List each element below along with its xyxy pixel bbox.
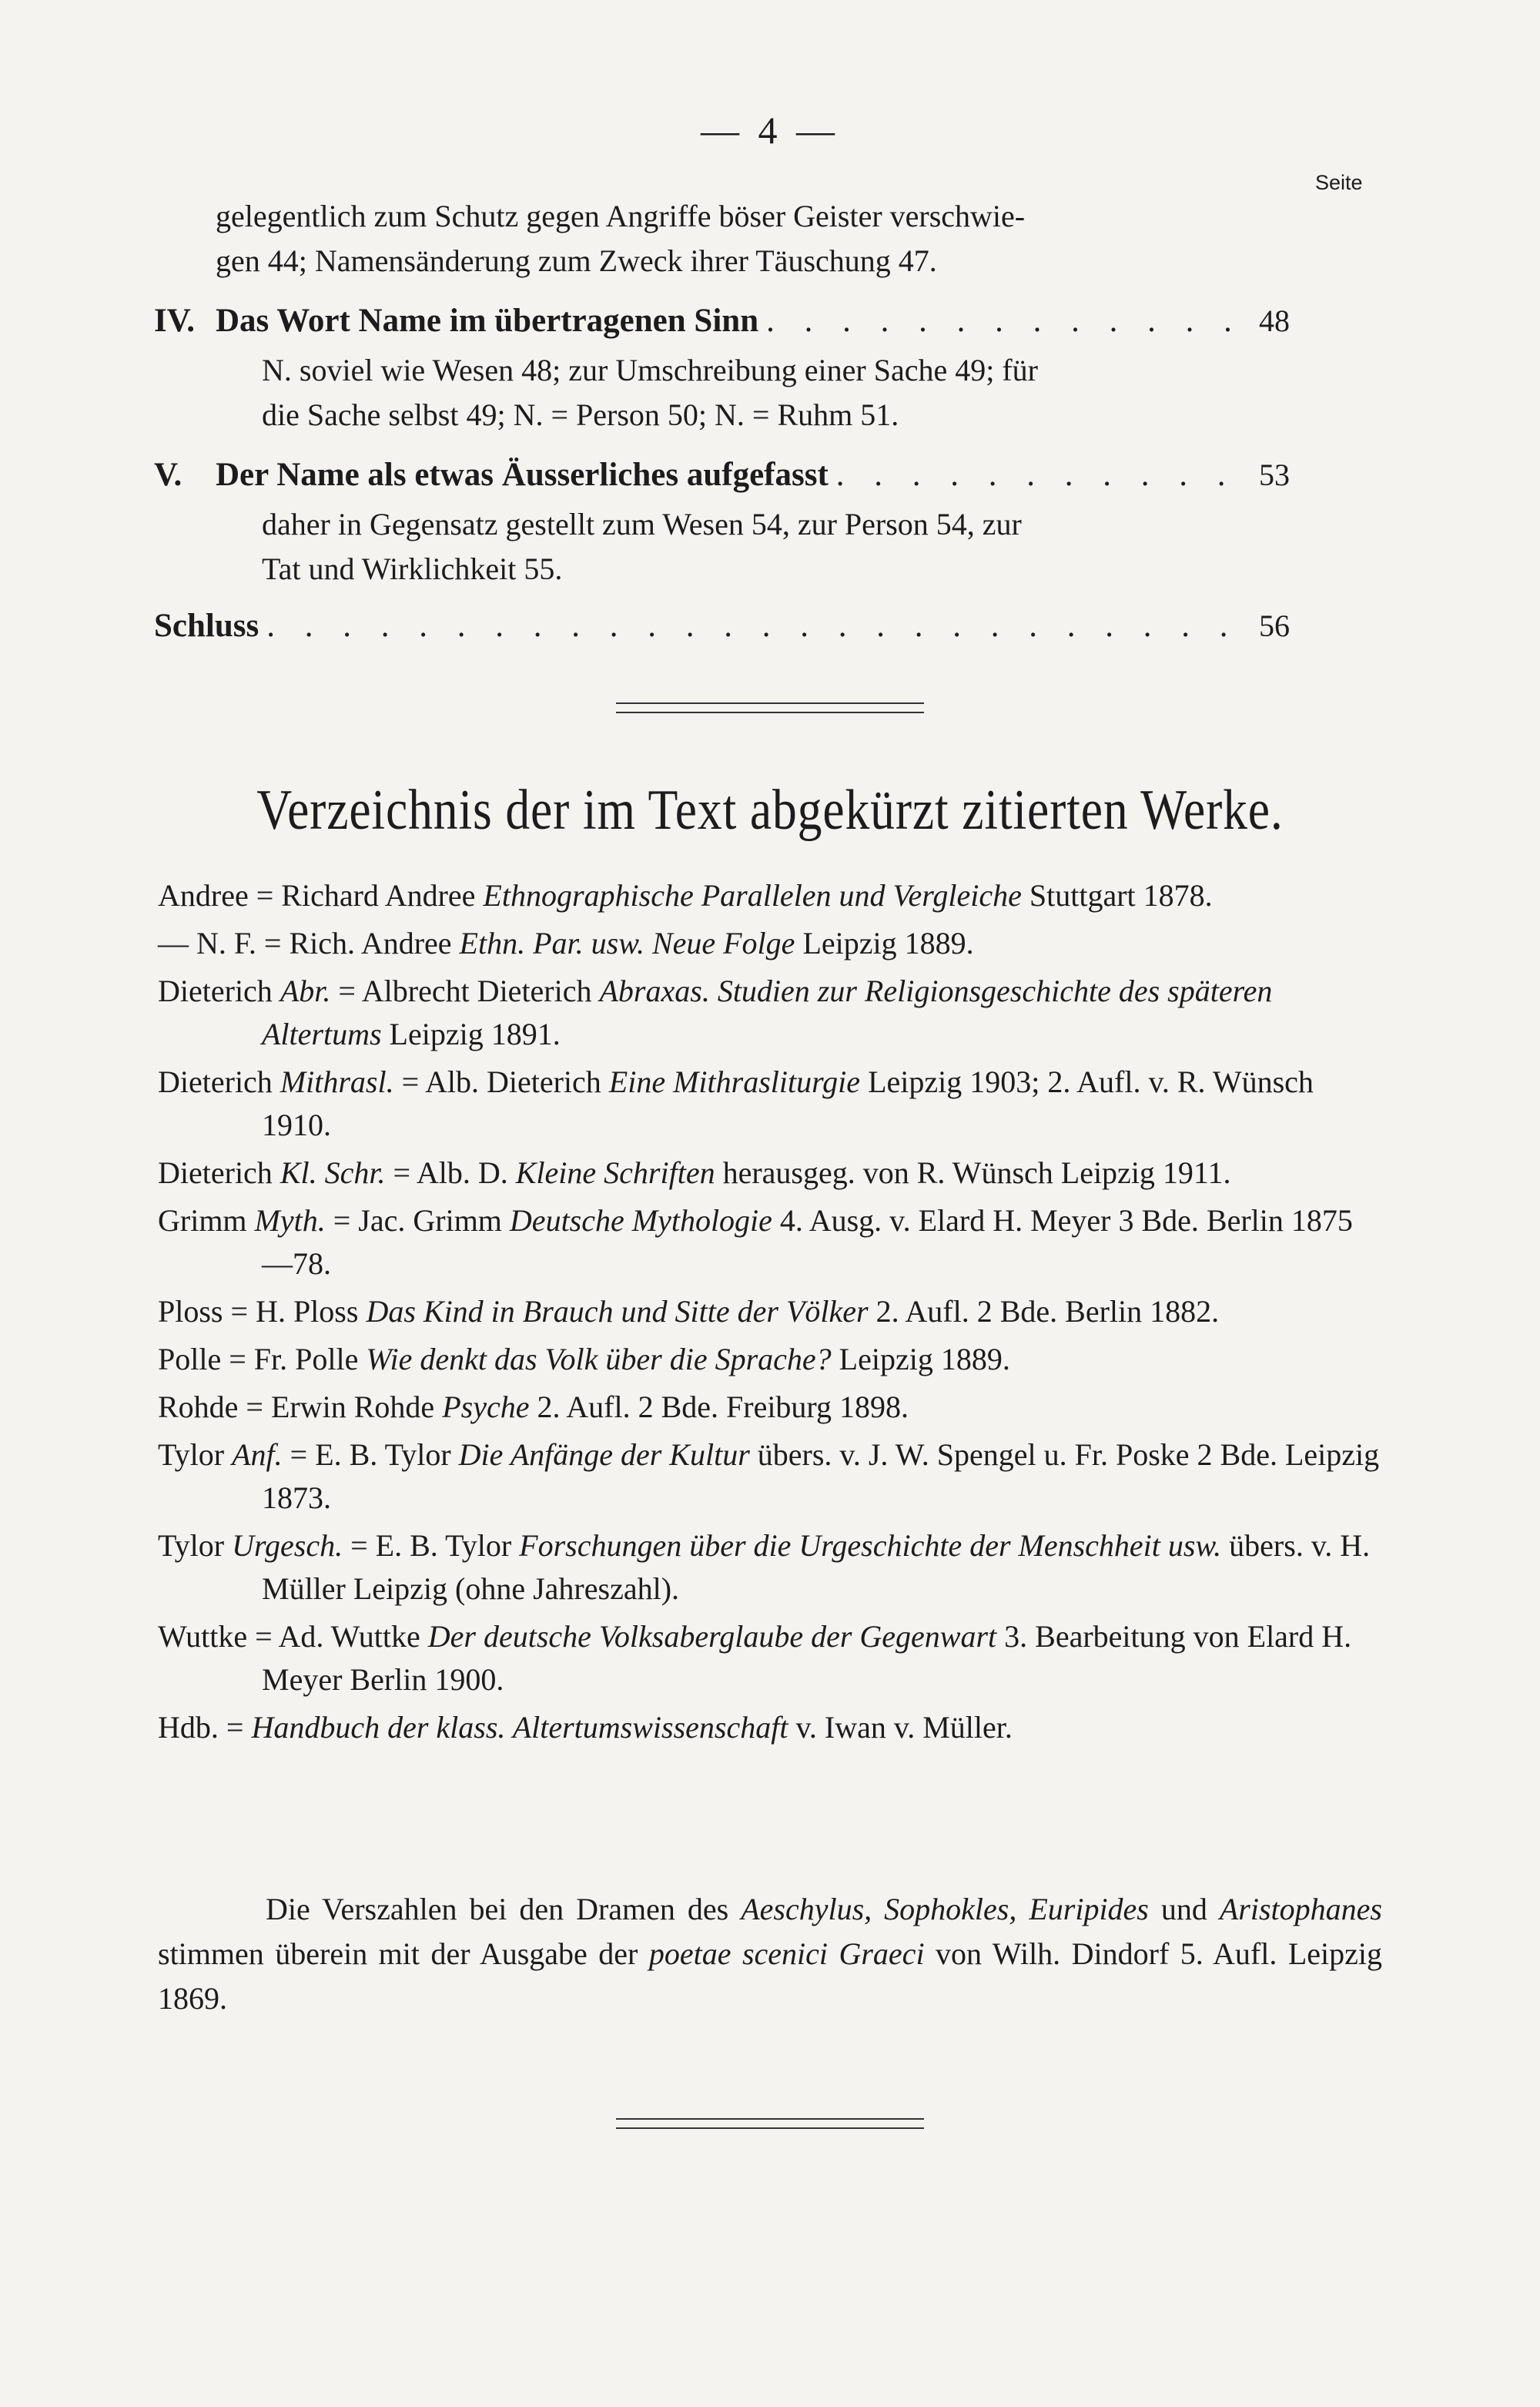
bibliography-entry: Dieterich Kl. Schr. = Alb. D. Kleine Schriften herausgeg. von R. Wünsch Leipzig 1911. [158, 1155, 1231, 1190]
toc-continued-line: gen 44; Namensänderung zum Zweck ihrer Täuschung 47. [216, 243, 937, 278]
leader-dots [266, 599, 1251, 653]
leader-dots [766, 294, 1251, 348]
seite-column-label: Seite [1315, 171, 1363, 194]
toc-section-4 [154, 294, 1290, 348]
bibliography-entry: Ploss = H. Ploss Das Kind in Brauch und Sitte der Völker 2. Aufl. 2 Bde. Berlin 1882. [158, 1294, 1220, 1329]
section-number: IV. [154, 303, 195, 339]
bibliography-entry: Dieterich Abr. = Albrecht Dieterich Abraxas. Studien zur Religionsgeschichte des späteren Altertums Leipzig 1891. [158, 974, 1273, 1051]
section-page: 53 [1259, 458, 1290, 492]
section-title: Schluss [154, 608, 259, 644]
bibliography-list [158, 874, 1382, 1754]
bibliography-entry: Grimm Myth. = Jac. Grimm Deutsche Mythologie 4. Ausg. v. Elard H. Meyer 3 Bde. Berlin 1875—78. [158, 1203, 1353, 1281]
edition-note: Die Verszahlen bei den Dramen des Aeschylus, Sophokles, Euripides und Aristophanes stimmen überein mit der Ausgabe der poetae scenici Graeci von Wilh. Dindorf 5. Aufl. Leipzig 1869. [158, 1892, 1383, 2016]
leader-dots [836, 448, 1251, 502]
section-title: Das Wort Name im übertragenen Sinn [216, 303, 759, 339]
table-of-contents [154, 194, 1290, 653]
section-summary: N. soviel wie Wesen 48; zur Umschreibung einer Sache 49; für [262, 353, 1038, 387]
section-page: 48 [1259, 303, 1290, 338]
bibliography-entry: Rohde = Erwin Rohde Psyche 2. Aufl. 2 Bde. Freiburg 1898. [158, 1390, 909, 1424]
toc-section-schluss [154, 599, 1290, 653]
bibliography-entry: Hdb. = Handbuch der klass. Altertumswissenschaft v. Iwan v. Müller. [158, 1710, 1013, 1745]
bibliography-entry: Polle = Fr. Polle Wie denkt das Volk über die Sprache? Leipzig 1889. [158, 1342, 1010, 1376]
section-summary: die Sache selbst 49; N. = Person 50; N. = Ruhm 51. [262, 397, 899, 432]
bibliography-entry: Dieterich Mithrasl. = Alb. Dieterich Eine Mithrasliturgie Leipzig 1903; 2. Aufl. v. R. Wünsch 1910. [158, 1064, 1314, 1142]
bibliography-entry: — N. F. = Rich. Andree Ethn. Par. usw. Neue Folge Leipzig 1889. [158, 926, 974, 960]
divider-double-rule [616, 702, 924, 713]
toc-continued-line: gelegentlich zum Schutz gegen Angriffe böser Geister verschwie- [216, 199, 1026, 233]
bibliography-entry: Wuttke = Ad. Wuttke Der deutsche Volksaberglaube der Gegenwart 3. Bearbeitung von Elard H. Meyer Berlin 1900. [158, 1619, 1352, 1697]
bibliography-entry: Tylor Anf. = E. B. Tylor Die Anfänge der Kultur übers. v. J. W. Spengel u. Fr. Poske 2 Bde. Leipzig 1873. [158, 1437, 1380, 1515]
section-summary: daher in Gegensatz gestellt zum Wesen 54, zur Person 54, zur [262, 507, 1022, 541]
divider-double-rule-bottom [616, 2118, 924, 2129]
bibliography-heading: Verzeichnis der im Text abgekürzt zitierten Werke. [256, 779, 1284, 842]
bibliography-entry: Andree = Richard Andree Ethnographische Parallelen und Vergleiche Stuttgart 1878. [158, 878, 1213, 913]
section-title: Der Name als etwas Äusserliches aufgefasst [216, 457, 829, 493]
bibliography-entry: Tylor Urgesch. = E. B. Tylor Forschungen über die Urgeschichte der Menschheit usw. übers. v. H. Müller Leipzig (ohne Jahreszahl). [158, 1528, 1371, 1606]
page-number: — 4 — [701, 109, 839, 152]
section-summary: Tat und Wirklichkeit 55. [262, 551, 563, 586]
toc-section-5 [154, 448, 1290, 502]
section-page: 56 [1259, 608, 1290, 643]
section-number: V. [154, 457, 182, 493]
